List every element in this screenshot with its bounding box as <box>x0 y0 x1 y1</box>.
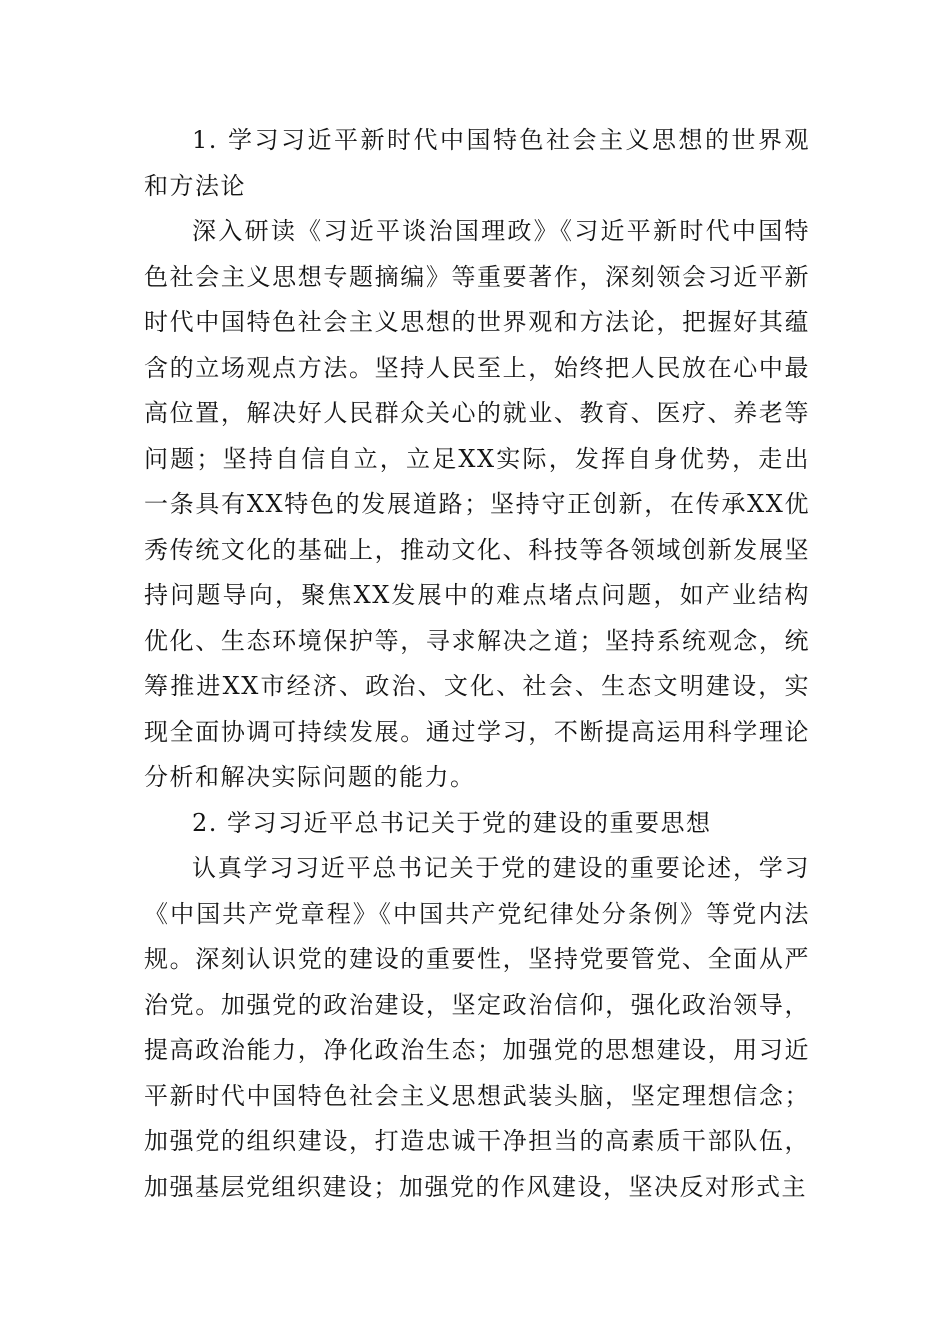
section-1-body: 深入研读《习近平谈治国理政》《习近平新时代中国特色社会主义思想专题摘编》等重要著作，深刻领会习近平新时代中国特色社会主义思想的世界观和方法论，把握好其蕴含的立场观点方法。坚持人民至上，始终把人民放在心中最高位置，解决好人民群众关心的就业、教育、医疗、养老等问题；坚持自信自立，立足XX实际，发挥自身优势，走出一条具有XX特色的发展道路；坚持守正创新，在传承XX优秀传统文化的基础上，推动文化、科技等各领域创新发展坚持问题导向，聚焦XX发展中的难点堵点问题，如产业结构优化、生态环境保护等，寻求解决之道；坚持系统观念，统筹推进XX市经济、政治、文化、社会、生态文明建设，实现全面协调可持续发展。通过学习，不断提高运用科学理论分析和解决实际问题的能力。 <box>144 217 810 791</box>
section-2-body: 认真学习习近平总书记关于党的建设的重要论述，学习《中国共产党章程》《中国共产党纪律处分条例》等党内法规。深刻认识党的建设的重要性，坚持党要管党、全面从严治党。加强党的政治建设，坚定政治信仰，强化政治领导，提高政治能力，净化政治生态；加强党的思想建设，用习近平新时代中国特色社会主义思想武装头脑，坚定理想信念；加强党的组织建设，打造忠诚干净担当的高素质干部队伍，加强基层党组织建设；加强党的作风建设，坚决反对形式主 <box>144 854 810 1201</box>
section-1-heading: 1. 学习习近平新时代中国特色社会主义思想的世界观和方法论 <box>144 126 810 200</box>
document-page <box>144 118 810 1210</box>
section-2-heading: 2. 学习习近平总书记关于党的建设的重要思想 <box>192 808 712 837</box>
